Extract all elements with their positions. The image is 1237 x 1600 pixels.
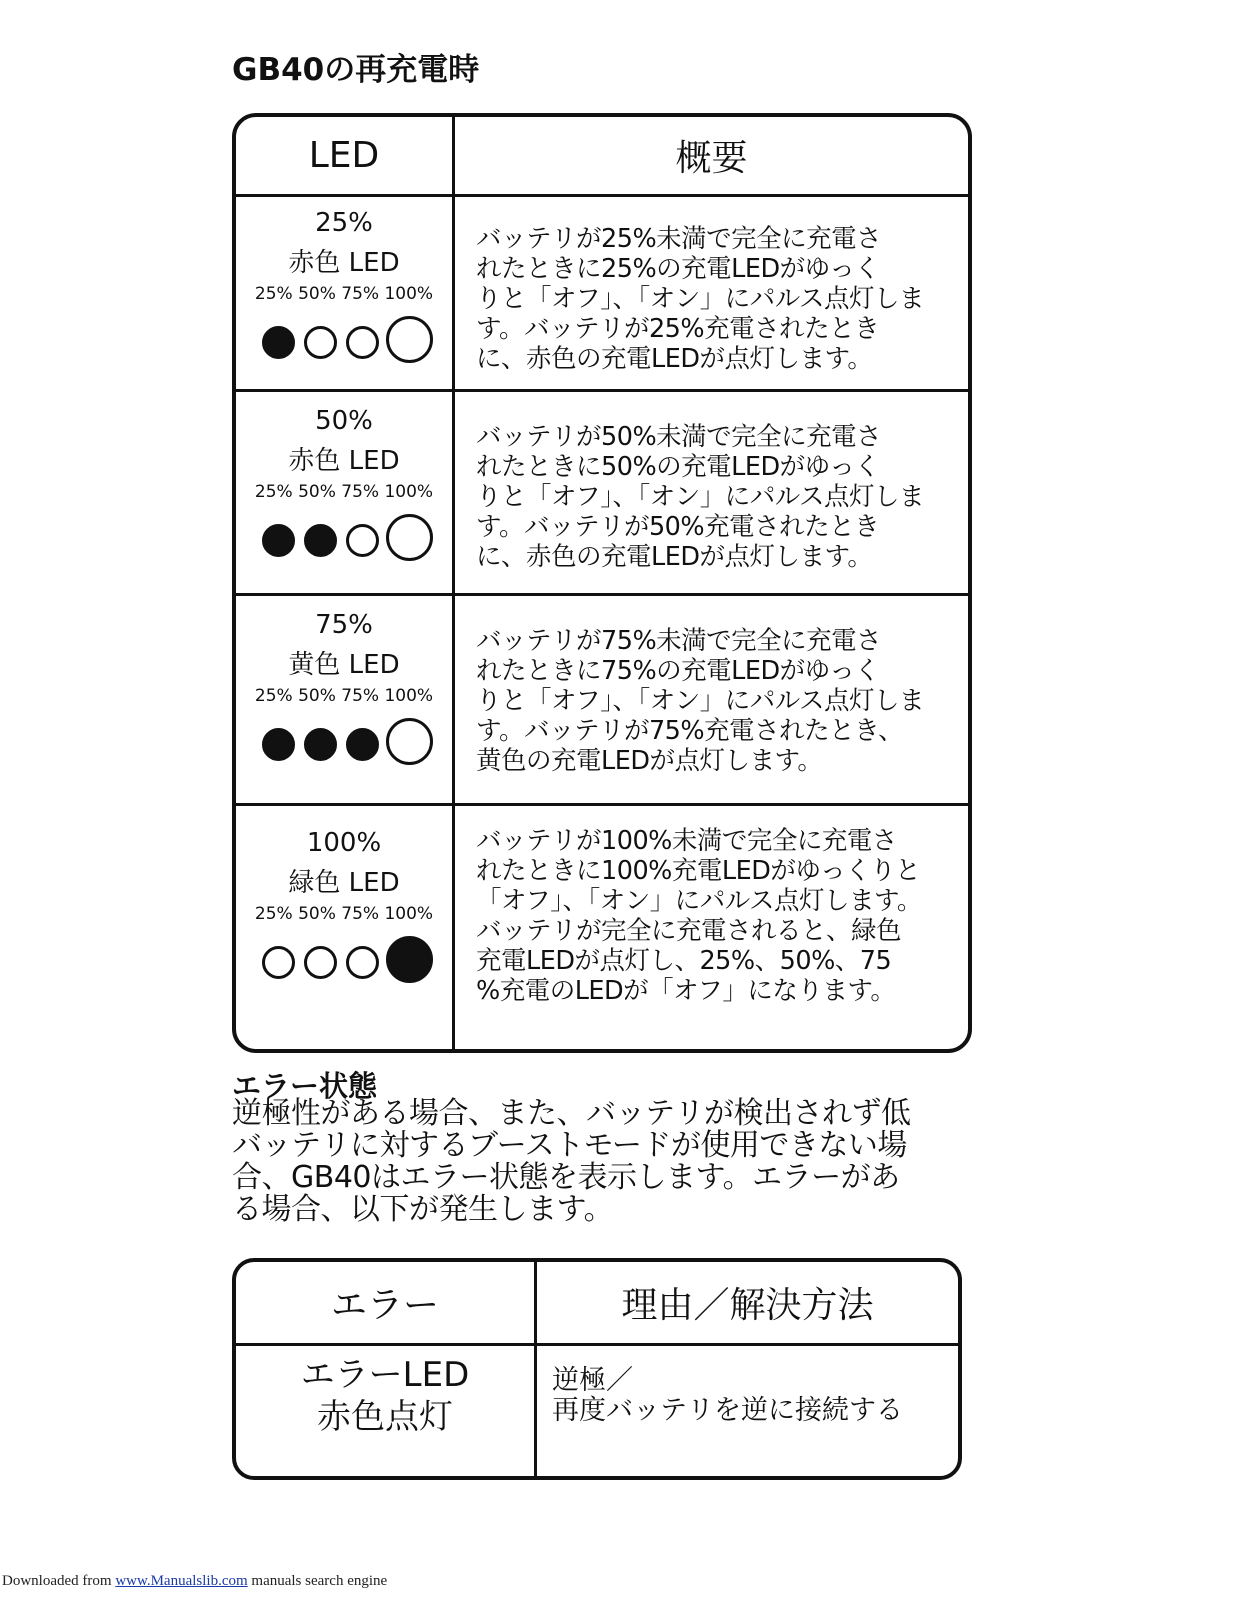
- body-line: バッテリに対するブーストモードが使用できない場: [232, 1128, 907, 1163]
- led-color-label: 黄色 LED: [288, 650, 400, 680]
- footer: [2, 1573, 387, 1590]
- level-percent: 100%: [306, 828, 382, 858]
- error-line: エラーLED: [300, 1355, 470, 1395]
- led-dot-25: [262, 946, 295, 979]
- led-dot-25: [262, 326, 295, 359]
- description-line: 「オフ」、「オン」にパルス点灯します。: [476, 886, 922, 916]
- description-line: す。バッテリが75%充電されたとき、: [476, 716, 904, 746]
- led-color-label: 緑色 LED: [288, 868, 400, 898]
- led-dot-25: [262, 728, 295, 761]
- led-scale-label: 25% 50% 75% 100%: [254, 284, 434, 304]
- led-indicator: [256, 716, 436, 768]
- reason-cell: [552, 1366, 952, 1426]
- led-dot-75: [346, 946, 379, 979]
- description-line: れたときに75%の充電LEDがゆっく: [476, 656, 880, 686]
- table-header: [236, 117, 968, 197]
- description-line: バッテリが完全に充電されると、緑色: [476, 916, 902, 946]
- description-line: れたときに25%の充電LEDがゆっく: [476, 254, 880, 284]
- error-section-body: [232, 1098, 992, 1226]
- led-dot-50: [304, 524, 337, 557]
- error-section-heading: エラー状態: [232, 1069, 378, 1103]
- led-color-label: 赤色 LED: [288, 248, 400, 278]
- table-row-25: [236, 194, 968, 392]
- description-line: に、赤色の充電LEDが点灯します。: [476, 344, 873, 374]
- table-row-75: [236, 596, 968, 806]
- description-line: バッテリが50%未満で完全に充電さ: [476, 422, 882, 452]
- led-cell: [236, 392, 452, 593]
- footer-suffix: manuals search engine: [247, 1573, 388, 1589]
- page-title: GB40の再充電時: [232, 52, 480, 88]
- led-indicator: [256, 512, 436, 564]
- description-cell: [476, 224, 956, 374]
- footer-prefix: Downloaded from: [2, 1573, 116, 1589]
- led-color-label: 赤色 LED: [288, 446, 400, 476]
- led-dot-25: [262, 524, 295, 557]
- led-dot-50: [304, 728, 337, 761]
- table-row-50: [236, 392, 968, 596]
- body-line: 合、GB40はエラー状態を表示します。エラーがあ: [232, 1160, 900, 1195]
- level-percent: 25%: [315, 208, 373, 238]
- error-cell: [236, 1354, 534, 1438]
- led-dot-75: [346, 728, 379, 761]
- body-line: 逆極性がある場合、また、バッテリが検出されず低: [232, 1096, 911, 1131]
- led-dot-100: [386, 316, 433, 363]
- led-dot-75: [346, 524, 379, 557]
- description-cell: [476, 826, 956, 1006]
- led-indicator: [256, 314, 436, 366]
- led-scale-label: 25% 50% 75% 100%: [254, 904, 434, 924]
- description-line: れたときに100%充電LEDがゆっくりと: [476, 856, 921, 886]
- header-error: エラー: [330, 1285, 439, 1326]
- description-line: れたときに50%の充電LEDがゆっく: [476, 452, 880, 482]
- column-divider: [534, 1262, 537, 1476]
- manualslib-link[interactable]: www.Manualslib.com: [115, 1573, 248, 1589]
- description-line: す。バッテリが50%充電されたとき: [476, 512, 880, 542]
- led-dot-100: [386, 514, 433, 561]
- error-table: [232, 1258, 962, 1480]
- led-scale-label: 25% 50% 75% 100%: [254, 482, 434, 502]
- header-summary: 概要: [675, 138, 748, 179]
- error-line: 赤色点灯: [317, 1397, 453, 1437]
- header-led: LED: [308, 135, 380, 176]
- description-line: りと「オフ」、「オン」にパルス点灯しま: [476, 482, 924, 512]
- level-percent: 50%: [315, 406, 373, 436]
- led-dot-100: [386, 718, 433, 765]
- led-dot-75: [346, 326, 379, 359]
- reason-line: 逆極／: [552, 1365, 633, 1396]
- description-line: バッテリが100%未満で完全に充電さ: [476, 826, 897, 856]
- description-line: %充電のLEDが「オフ」になります。: [476, 976, 896, 1006]
- led-dot-50: [304, 946, 337, 979]
- description-line: 充電LEDが点灯し、25%、50%、75: [476, 946, 892, 976]
- body-line: る場合、以下が発生します。: [232, 1192, 614, 1227]
- led-scale-label: 25% 50% 75% 100%: [254, 686, 434, 706]
- description-cell: [476, 626, 956, 776]
- column-divider: [452, 117, 455, 1049]
- description-line: バッテリが25%未満で完全に充電さ: [476, 224, 882, 254]
- description-cell: [476, 422, 956, 572]
- table-row-100: [236, 806, 968, 1053]
- led-dot-50: [304, 326, 337, 359]
- led-dot-100: [386, 936, 433, 983]
- description-line: す。バッテリが25%充電されたとき: [476, 314, 880, 344]
- led-cell: [236, 596, 452, 803]
- reason-line: 再度バッテリを逆に接続する: [552, 1395, 903, 1426]
- led-cell: [236, 194, 452, 389]
- description-line: バッテリが75%未満で完全に充電さ: [476, 626, 882, 656]
- header-reason: 理由／解決方法: [621, 1285, 874, 1326]
- led-cell: [236, 806, 452, 1053]
- description-line: 黄色の充電LEDが点灯します。: [476, 746, 823, 776]
- table-header: [236, 1262, 958, 1346]
- led-indicator: [256, 934, 436, 986]
- description-line: に、赤色の充電LEDが点灯します。: [476, 542, 873, 572]
- description-line: りと「オフ」、「オン」にパルス点灯しま: [476, 284, 924, 314]
- recharge-led-table: [232, 113, 972, 1053]
- description-line: りと「オフ」、「オン」にパルス点灯しま: [476, 686, 924, 716]
- level-percent: 75%: [315, 610, 373, 640]
